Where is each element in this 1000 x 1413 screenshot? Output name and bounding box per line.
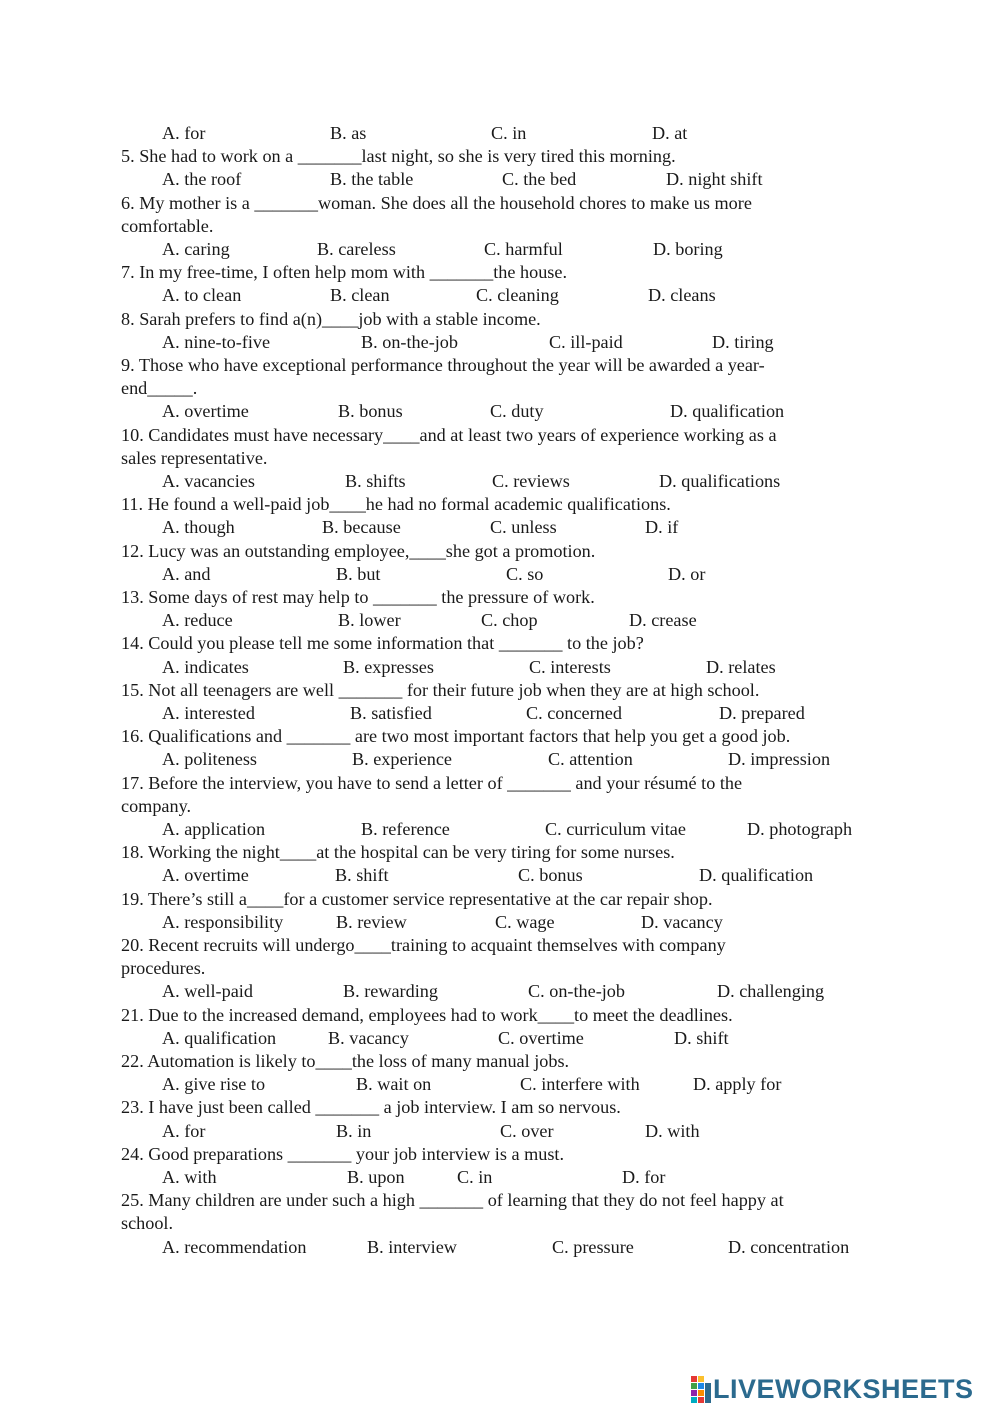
answer-option-c[interactable]: C. curriculum vitae <box>545 819 686 839</box>
question-text: 9. Those who have exceptional performance throughout the year will be awarded a year- <box>121 355 765 375</box>
question-text: company. <box>121 795 192 816</box>
answer-option-a[interactable]: A. well-paid <box>162 981 253 1002</box>
answer-option-b[interactable]: B. shift <box>335 865 389 886</box>
answer-option-a[interactable]: A. application <box>162 819 266 839</box>
question-text: 14. Could you please tell me some information that _______ to the job? <box>121 633 644 654</box>
question-text: 24. Good preparations _______ your job interview is a must. <box>121 1143 565 1164</box>
answer-option-a[interactable]: A. indicates <box>162 656 249 677</box>
answer-option-b[interactable]: B. but <box>336 563 381 584</box>
answer-option-d[interactable]: D. concentration <box>728 1236 850 1257</box>
answer-option-d[interactable]: D. boring <box>653 239 723 259</box>
question-text: 11. He found a well-paid job____he had no formal academic qualifications. <box>121 494 671 515</box>
answer-option-d[interactable]: D. apply for <box>693 1074 782 1095</box>
answer-option-b[interactable]: B. bonus <box>338 401 403 422</box>
answer-option-b[interactable]: B. vacancy <box>328 1027 409 1048</box>
answer-option-b[interactable]: B. expresses <box>343 656 434 677</box>
question-text: comfortable. <box>121 215 214 236</box>
question-text: 18. Working the night____at the hospital can be very tiring for some nurses. <box>121 842 675 863</box>
answer-option-a[interactable]: A. and <box>162 563 211 584</box>
question-text: 25. Many children are under such a high _______ of learning that they do not feel happy at <box>121 1190 784 1211</box>
answer-option-d[interactable]: D. cleans <box>648 285 716 306</box>
answer-option-b[interactable]: B. reference <box>361 819 450 839</box>
question-text: 15. Not all teenagers are well _______ for their future job when they are at high school. <box>121 679 760 700</box>
question-text: end_____. <box>121 378 198 399</box>
answer-option-a[interactable]: A. the roof <box>162 169 242 190</box>
answer-option-b[interactable]: B. shifts <box>345 471 406 491</box>
answer-option-c[interactable]: C. bonus <box>518 865 583 886</box>
answer-option-d[interactable]: D. challenging <box>717 981 825 1002</box>
answer-option-b[interactable]: B. experience <box>352 749 452 770</box>
answer-option-a[interactable]: A. overtime <box>162 865 249 886</box>
answer-option-b[interactable]: B. upon <box>347 1167 405 1187</box>
answer-option-b[interactable]: B. the table <box>330 169 414 190</box>
question-text: sales representative. <box>121 447 268 468</box>
answer-option-c[interactable]: C. cleaning <box>476 285 559 306</box>
answer-option-d[interactable]: D. qualification <box>670 401 785 422</box>
answer-option-b[interactable]: B. clean <box>330 285 390 306</box>
question-text: 21. Due to the increased demand, employees had to work____to meet the deadlines. <box>121 1004 733 1025</box>
answer-option-b[interactable]: B. because <box>322 517 401 538</box>
answer-option-c[interactable]: C. pressure <box>552 1236 634 1257</box>
answer-option-b[interactable]: B. satisfied <box>350 703 432 723</box>
answer-option-c[interactable]: C. the bed <box>502 169 577 190</box>
answer-option-c[interactable]: C. interests <box>529 656 611 677</box>
answer-option-a[interactable]: A. for <box>162 1120 206 1141</box>
question-text: 13. Some days of rest may help to _______ the pressure of work. <box>121 587 595 607</box>
answer-option-c[interactable]: C. over <box>500 1120 554 1141</box>
answer-option-b[interactable]: B. on-the-job <box>361 331 458 352</box>
answer-option-c[interactable]: C. chop <box>481 610 538 631</box>
liveworksheets-logo-icon <box>691 1374 713 1404</box>
answer-option-c[interactable]: C. on-the-job <box>528 981 625 1002</box>
question-text: procedures. <box>121 958 206 979</box>
answer-option-c[interactable]: C. duty <box>490 401 544 422</box>
answer-option-a[interactable]: A. overtime <box>162 401 249 422</box>
answer-option-d[interactable]: D. night shift <box>666 169 763 190</box>
answer-option-c[interactable]: C. reviews <box>492 471 570 491</box>
answer-option-a[interactable]: A. to clean <box>162 285 242 306</box>
answer-option-a[interactable]: A. with <box>162 1167 217 1187</box>
answer-option-a[interactable]: A. give rise to <box>162 1074 266 1095</box>
question-text: 8. Sarah prefers to find a(n)____job with a stable income. <box>121 308 541 329</box>
answer-option-d[interactable]: D. qualifications <box>659 471 781 491</box>
liveworksheets-logo <box>691 1372 974 1406</box>
answer-option-b[interactable]: B. as <box>330 123 367 143</box>
answer-option-d[interactable]: D. photograph <box>747 819 853 839</box>
question-text: 5. She had to work on a _______last night, so she is very tired this morning. <box>121 146 676 167</box>
answer-option-b[interactable]: B. review <box>336 911 407 932</box>
answer-option-c[interactable]: C. unless <box>490 517 557 538</box>
answer-option-d[interactable]: D. impression <box>728 749 831 770</box>
answer-option-c[interactable]: C. so <box>506 563 544 584</box>
answer-option-a[interactable]: A. for <box>162 123 206 143</box>
answer-option-a[interactable]: A. recommendation <box>162 1236 307 1257</box>
answer-option-d[interactable]: D. or <box>668 563 706 584</box>
answer-option-d[interactable]: D. if <box>645 517 679 538</box>
question-text: 19. There’s still a____for a customer service representative at the car repair shop. <box>121 888 713 909</box>
question-text: 20. Recent recruits will undergo____training to acquaint themselves with company <box>121 935 726 955</box>
answer-option-d[interactable]: D. qualification <box>699 865 814 886</box>
answer-option-d[interactable]: D. shift <box>674 1027 729 1048</box>
question-text: 10. Candidates must have necessary____and at least two years of experience working as a <box>121 424 777 445</box>
answer-option-a[interactable]: A. interested <box>162 703 255 723</box>
answer-option-c[interactable]: C. ill-paid <box>549 331 623 352</box>
answer-option-a[interactable]: A. reduce <box>162 610 233 631</box>
answer-option-b[interactable]: B. in <box>336 1120 372 1141</box>
answer-option-a[interactable]: A. responsibility <box>162 911 284 932</box>
answer-option-c[interactable]: C. harmful <box>484 239 563 259</box>
answer-option-c[interactable]: C. wage <box>495 911 555 932</box>
answer-option-d[interactable]: D. with <box>645 1120 700 1141</box>
question-text: school. <box>121 1213 174 1234</box>
answer-option-b[interactable]: B. interview <box>367 1236 457 1257</box>
answer-option-a[interactable]: A. caring <box>162 239 230 259</box>
answer-option-d[interactable]: D. prepared <box>719 703 805 723</box>
answer-option-c[interactable]: C. concerned <box>526 703 622 723</box>
answer-option-c[interactable]: C. overtime <box>498 1027 584 1048</box>
answer-option-d[interactable]: D. relates <box>706 656 776 677</box>
question-text: 12. Lucy was an outstanding employee,____she got a promotion. <box>121 540 596 561</box>
answer-option-a[interactable]: A. qualification <box>162 1027 277 1048</box>
answer-option-c[interactable]: C. in <box>457 1167 493 1187</box>
liveworksheets-logo-text: LIVEWORKSHEETS <box>713 1373 974 1404</box>
answer-option-c[interactable]: C. attention <box>548 749 633 770</box>
question-text: 16. Qualifications and _______ are two most important factors that help you get a good job. <box>121 726 791 747</box>
answer-option-b[interactable]: B. lower <box>338 610 401 631</box>
answer-option-b[interactable]: B. wait on <box>356 1074 432 1095</box>
answer-option-d[interactable]: D. crease <box>629 610 697 631</box>
question-text: 6. My mother is a _______woman. She does all the household chores to make us more <box>121 192 752 213</box>
answer-option-c[interactable]: C. in <box>491 123 527 143</box>
question-text: 17. Before the interview, you have to send a letter of _______ and your résumé to the <box>121 772 743 793</box>
answer-option-a[interactable]: A. politeness <box>162 749 257 770</box>
answer-option-d[interactable]: D. tiring <box>712 331 774 352</box>
question-text: 22. Automation is likely to____the loss of many manual jobs. <box>121 1051 570 1071</box>
answer-option-a[interactable]: A. vacancies <box>162 471 255 491</box>
question-text: 7. In my free-time, I often help mom with _______the house. <box>121 262 568 283</box>
answer-option-a[interactable]: A. though <box>162 517 235 538</box>
answer-option-b[interactable]: B. rewarding <box>343 981 438 1002</box>
answer-option-c[interactable]: C. interfere with <box>520 1074 640 1095</box>
answer-option-d[interactable]: D. for <box>622 1167 666 1187</box>
answer-option-b[interactable]: B. careless <box>317 239 396 259</box>
question-text: 23. I have just been called _______ a job interview. I am so nervous. <box>121 1097 621 1118</box>
answer-option-d[interactable]: D. vacancy <box>641 911 723 932</box>
answer-option-a[interactable]: A. nine-to-five <box>162 331 271 352</box>
answer-option-d[interactable]: D. at <box>652 123 688 143</box>
